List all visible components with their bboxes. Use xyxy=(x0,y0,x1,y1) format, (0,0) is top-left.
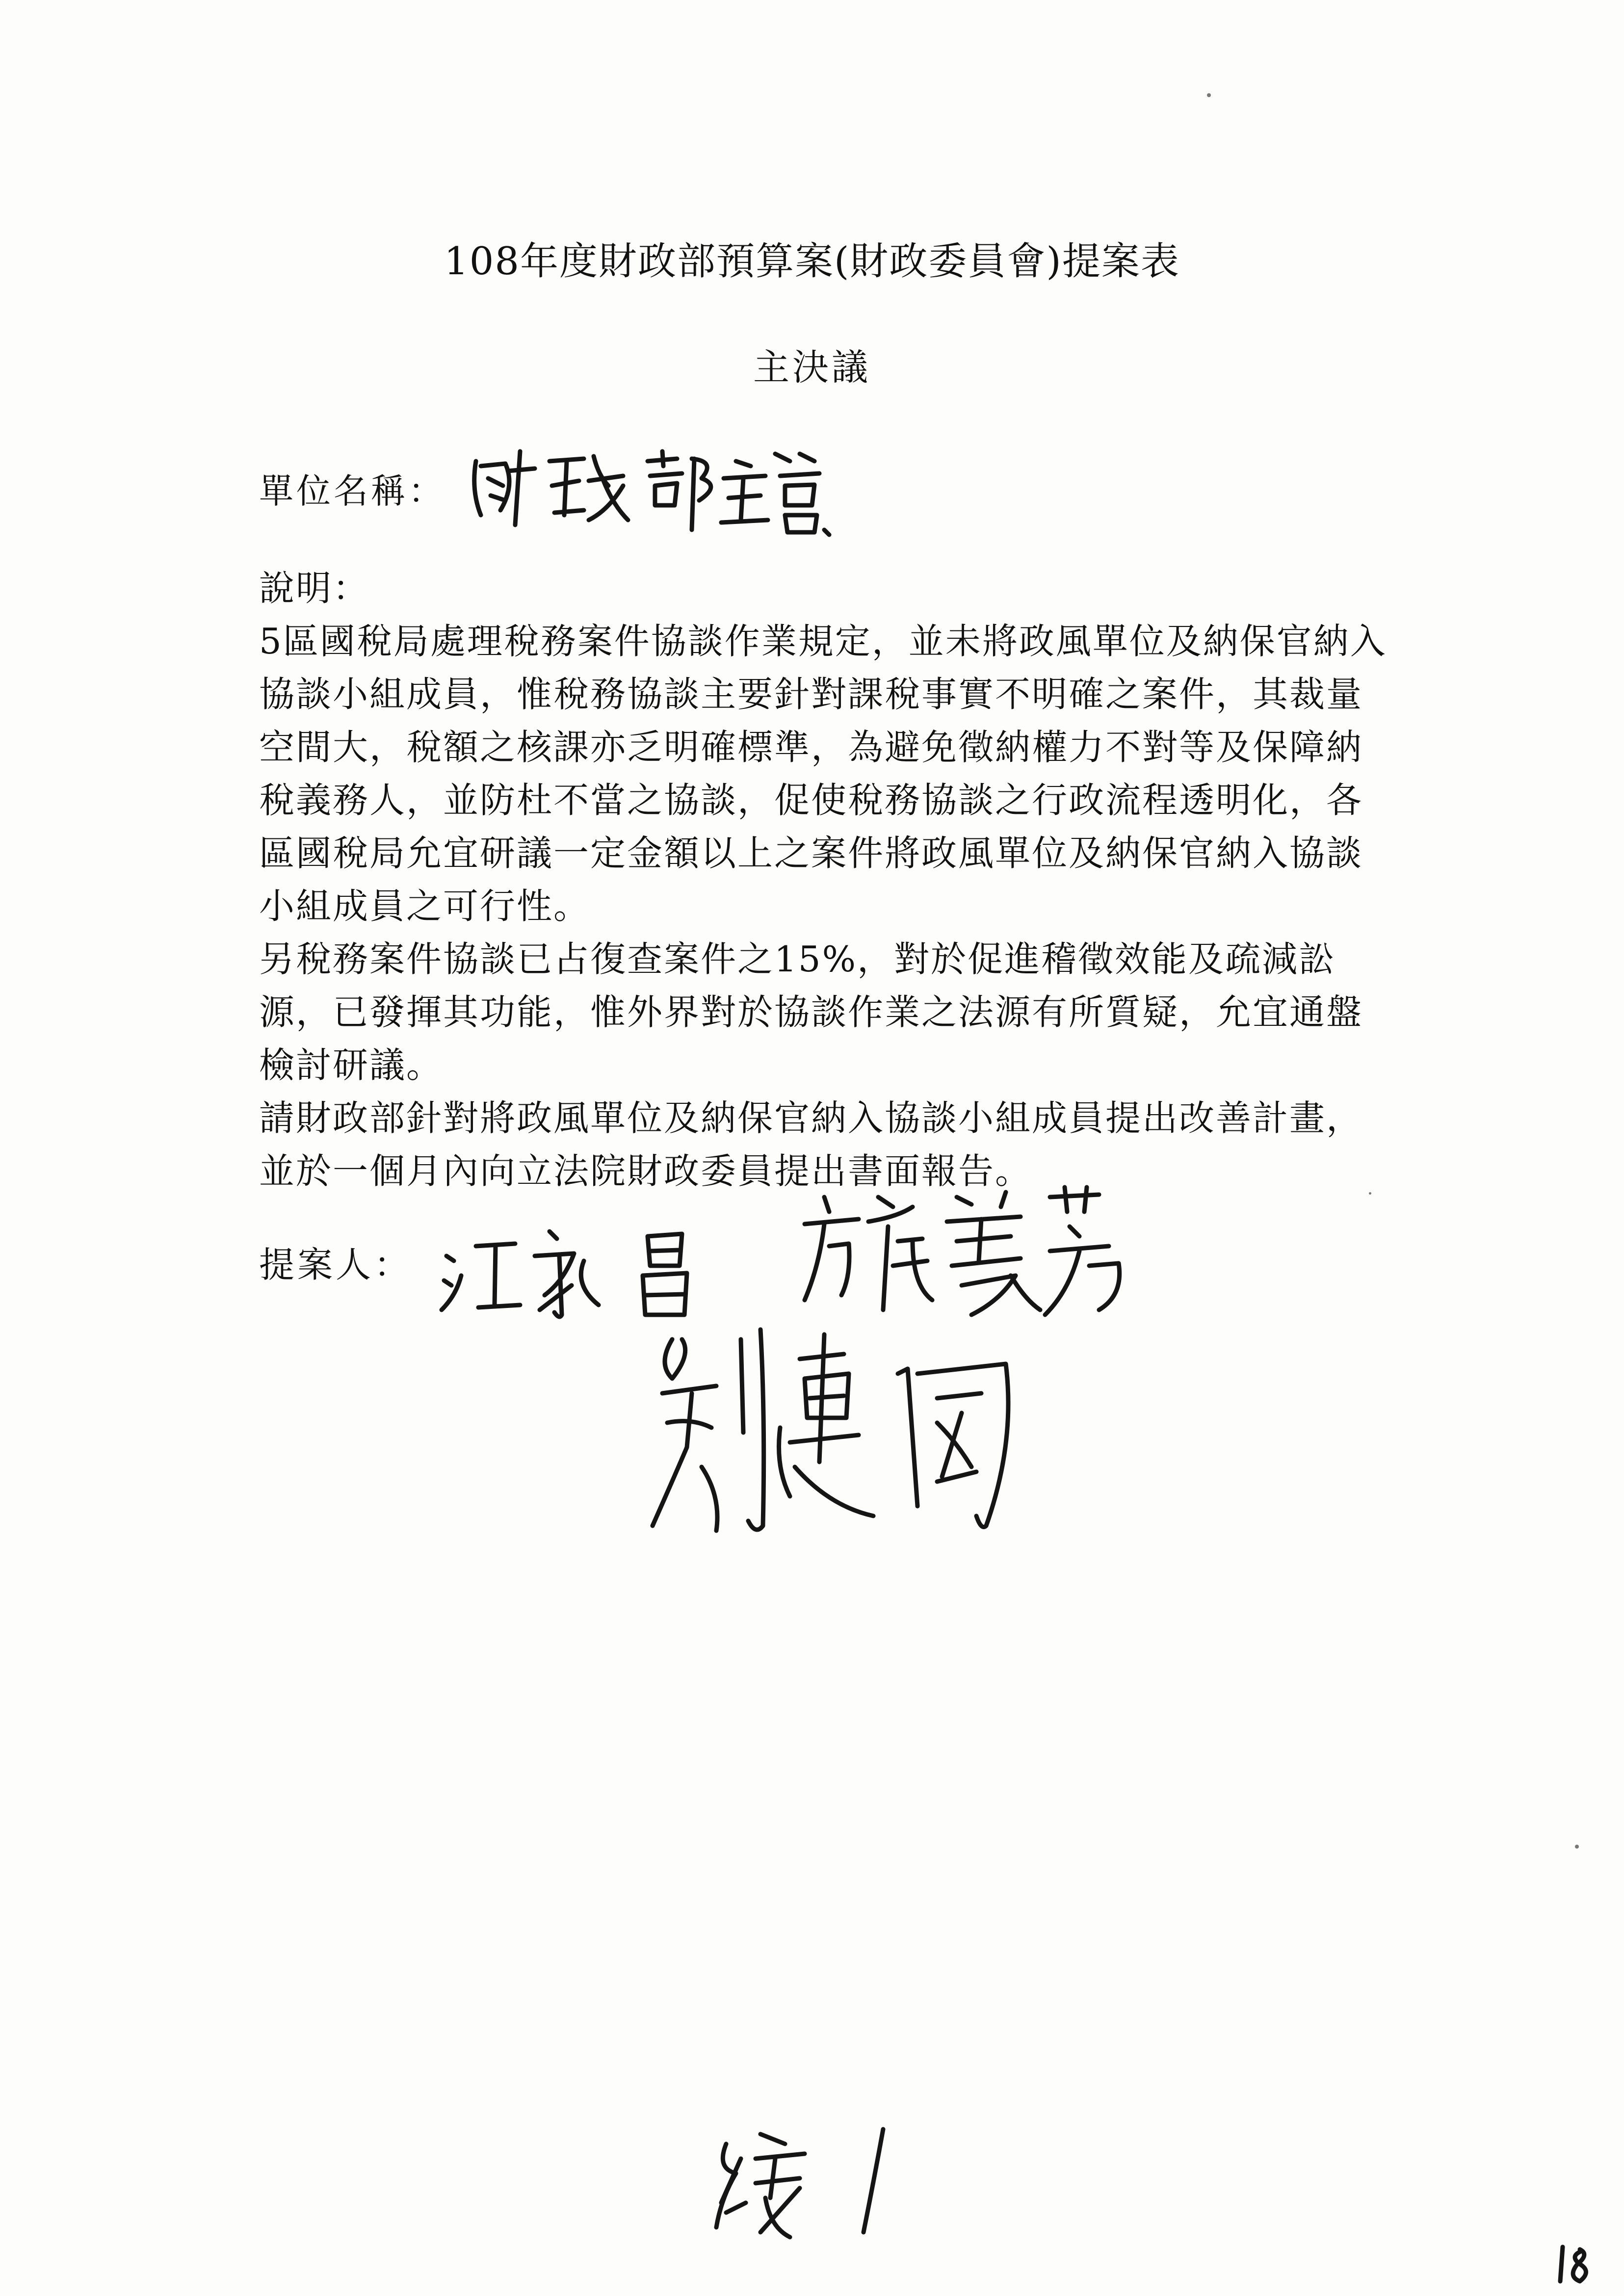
proposer-signature-2 xyxy=(795,1177,1138,1325)
page-subtitle: 主決議 xyxy=(753,346,871,389)
page-number-mark xyxy=(1555,2237,1614,2286)
proposer-signature-3 xyxy=(643,1320,1065,1545)
paragraph-1: 5區國稅局處理稅務案件協談作業規定，並未將政風單位及納保官納入協談小組成員，惟稅務協談主要針對課稅事實不明確之案件，其裁量空間大，稅額之核課亦乏明確標準，為避免徵納權力不對等及保障納稅義務人，並防杜不當之協談，促使稅務協談之行政流程透明化，各區國稅局允宜研議一定金額以上之案件將政風單位及納保官納入協談小組成員之可行性。 xyxy=(259,621,1387,927)
scan-speck xyxy=(1575,1845,1579,1849)
scan-speck xyxy=(1369,1192,1371,1195)
unit-name-label: 單位名稱： xyxy=(259,471,445,511)
page-title: 108年度財政部預算案(財政委員會)提案表 xyxy=(444,239,1180,284)
description-body xyxy=(259,562,1397,1198)
description-label: 說明： xyxy=(259,568,370,609)
scan-speck xyxy=(1207,93,1211,97)
proposer-label: 提案人： xyxy=(259,1244,413,1285)
stamp-handwritten-mark xyxy=(707,2114,913,2242)
paragraph-2: 另稅務案件協談已占復查案件之15%，對於促進稽徵效能及疏減訟源，已發揮其功能，惟外界對於協談作業之法源有所質疑，允宜通盤檢討研議。 xyxy=(259,939,1363,1086)
unit-handwritten-signature xyxy=(461,432,834,545)
paragraph-3: 請財政部針對將政風單位及納保官納入協談小組成員提出改善計畫，並於一個月內向立法院財政委員提出書面報告。 xyxy=(259,1097,1363,1192)
proposer-signature-1 xyxy=(437,1212,741,1325)
